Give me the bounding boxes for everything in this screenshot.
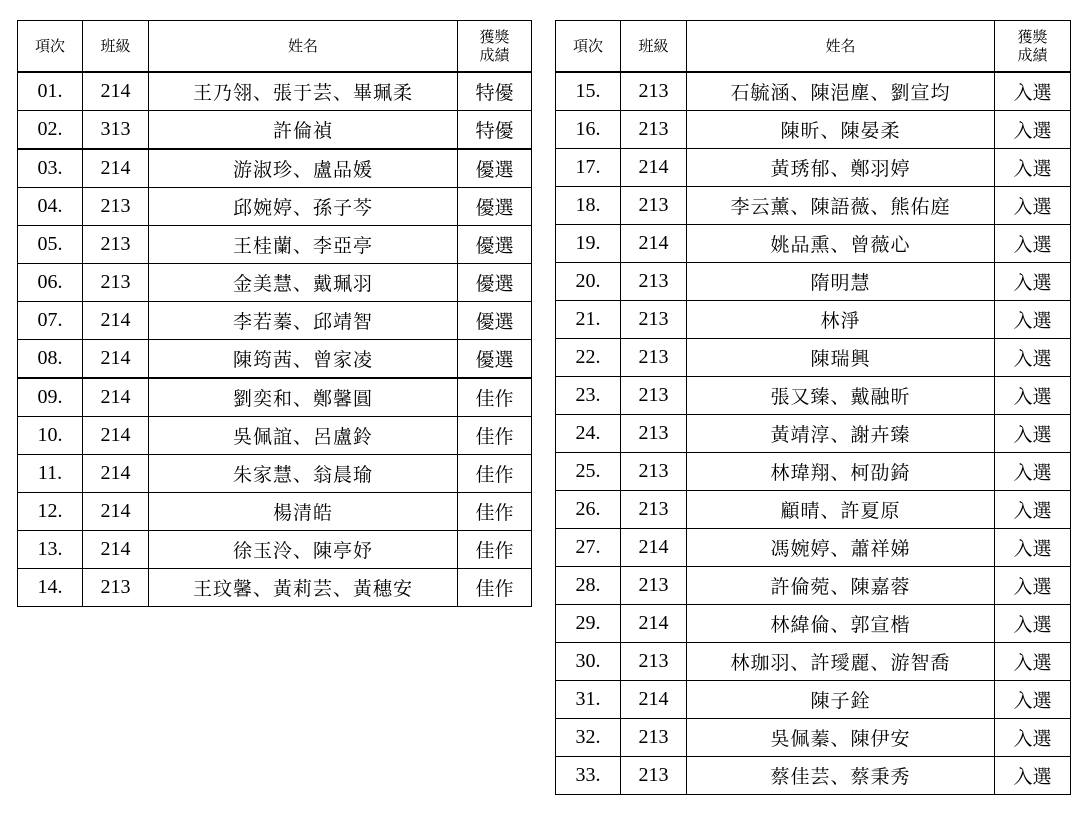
table-row (556, 719, 1071, 757)
table-row (556, 681, 1071, 719)
name-cell: 林珈羽、許璦麗、游智喬 (687, 643, 995, 681)
table-row (556, 567, 1071, 605)
name-cell: 蔡佳芸、蔡秉秀 (687, 757, 995, 795)
table-row (18, 72, 532, 111)
item-number-cell: 09. (18, 378, 83, 417)
item-number-cell: 22. (556, 339, 621, 377)
header-award-line2: 成績 (479, 46, 510, 64)
award-cell: 佳作 (458, 531, 532, 569)
award-cell: 入選 (995, 187, 1071, 225)
item-number-cell: 16. (556, 111, 621, 149)
award-cell: 優選 (458, 302, 532, 340)
award-cell: 入選 (995, 567, 1071, 605)
item-number-cell: 29. (556, 605, 621, 643)
name-cell: 吳佩蓁、陳伊安 (687, 719, 995, 757)
table-row (556, 149, 1071, 187)
header-award-line2: 成績 (1017, 46, 1048, 64)
award-table-left (17, 20, 532, 607)
table-row (18, 569, 532, 607)
award-cell: 入選 (995, 453, 1071, 491)
class-cell: 214 (621, 529, 687, 567)
name-cell: 黃靖淳、謝卉臻 (687, 415, 995, 453)
item-number-cell: 17. (556, 149, 621, 187)
class-cell: 313 (83, 111, 149, 150)
class-cell: 213 (621, 111, 687, 149)
class-cell: 213 (83, 188, 149, 226)
table-row (18, 455, 532, 493)
table-row (18, 302, 532, 340)
name-cell: 隋明慧 (687, 263, 995, 301)
table-row (18, 226, 532, 264)
award-cell: 佳作 (458, 417, 532, 455)
name-cell: 朱家慧、翁晨瑜 (149, 455, 458, 493)
name-cell: 馮婉婷、蕭祥娣 (687, 529, 995, 567)
item-number-cell: 23. (556, 377, 621, 415)
item-number-cell: 32. (556, 719, 621, 757)
name-cell: 黃琇郁、鄭羽婷 (687, 149, 995, 187)
table-row (556, 339, 1071, 377)
item-number-cell: 20. (556, 263, 621, 301)
name-cell: 王桂蘭、李亞亭 (149, 226, 458, 264)
item-number-cell: 25. (556, 453, 621, 491)
name-cell: 楊清皓 (149, 493, 458, 531)
award-cell: 優選 (458, 340, 532, 379)
item-number-cell: 26. (556, 491, 621, 529)
header-award (458, 21, 532, 73)
name-cell: 游淑珍、盧品媛 (149, 149, 458, 188)
class-cell: 213 (621, 339, 687, 377)
award-cell: 入選 (995, 491, 1071, 529)
item-number-cell: 03. (18, 149, 83, 188)
class-cell: 213 (621, 263, 687, 301)
award-cell: 特優 (458, 111, 532, 150)
item-number-cell: 05. (18, 226, 83, 264)
class-cell: 213 (621, 187, 687, 225)
table-row (556, 757, 1071, 795)
item-number-cell: 11. (18, 455, 83, 493)
table-row (556, 263, 1071, 301)
award-cell: 入選 (995, 605, 1071, 643)
table-row (18, 149, 532, 188)
item-number-cell: 13. (18, 531, 83, 569)
award-table-right (555, 20, 1071, 795)
class-cell: 214 (621, 149, 687, 187)
award-cell: 佳作 (458, 455, 532, 493)
name-cell: 陳昕、陳晏柔 (687, 111, 995, 149)
class-cell: 213 (83, 226, 149, 264)
class-cell: 213 (621, 415, 687, 453)
table-row (556, 72, 1071, 111)
name-cell: 許倫禎 (149, 111, 458, 150)
header-name: 姓名 (149, 21, 458, 73)
name-cell: 李云薰、陳語薇、熊佑庭 (687, 187, 995, 225)
award-cell: 入選 (995, 415, 1071, 453)
header-award (995, 21, 1071, 73)
award-cell: 入選 (995, 681, 1071, 719)
name-cell: 王玟馨、黃莉芸、黃穗安 (149, 569, 458, 607)
item-number-cell: 01. (18, 72, 83, 111)
class-cell: 213 (621, 643, 687, 681)
award-cell: 佳作 (458, 569, 532, 607)
item-number-cell: 30. (556, 643, 621, 681)
class-cell: 213 (621, 757, 687, 795)
award-cell: 入選 (995, 643, 1071, 681)
name-cell: 林淨 (687, 301, 995, 339)
class-cell: 214 (83, 340, 149, 379)
header-award-line1: 獲獎 (1017, 28, 1048, 46)
header-award-line1: 獲獎 (479, 28, 510, 46)
award-cell: 入選 (995, 377, 1071, 415)
award-cell: 優選 (458, 149, 532, 188)
item-number-cell: 19. (556, 225, 621, 263)
header-name: 姓名 (687, 21, 995, 73)
class-cell: 213 (621, 491, 687, 529)
class-cell: 213 (621, 377, 687, 415)
item-number-cell: 18. (556, 187, 621, 225)
table-row (556, 415, 1071, 453)
item-number-cell: 15. (556, 72, 621, 111)
name-cell: 金美慧、戴珮羽 (149, 264, 458, 302)
table-row (556, 529, 1071, 567)
name-cell: 張又臻、戴融昕 (687, 377, 995, 415)
item-number-cell: 21. (556, 301, 621, 339)
name-cell: 顧晴、許夏原 (687, 491, 995, 529)
table-row (556, 111, 1071, 149)
class-cell: 213 (83, 569, 149, 607)
item-number-cell: 14. (18, 569, 83, 607)
name-cell: 姚品熏、曾薇心 (687, 225, 995, 263)
table-row (556, 491, 1071, 529)
award-cell: 入選 (995, 263, 1071, 301)
table-row (556, 225, 1071, 263)
table-row (18, 111, 532, 150)
class-cell: 214 (83, 493, 149, 531)
name-cell: 林瑋翔、柯劭錡 (687, 453, 995, 491)
item-number-cell: 07. (18, 302, 83, 340)
item-number-cell: 04. (18, 188, 83, 226)
award-cell: 入選 (995, 225, 1071, 263)
class-cell: 213 (621, 567, 687, 605)
class-cell: 213 (83, 264, 149, 302)
item-number-cell: 27. (556, 529, 621, 567)
award-cell: 優選 (458, 264, 532, 302)
table-row (556, 643, 1071, 681)
class-cell: 214 (83, 531, 149, 569)
table-row (556, 377, 1071, 415)
name-cell: 邱婉婷、孫子芩 (149, 188, 458, 226)
class-cell: 213 (621, 453, 687, 491)
award-cell: 佳作 (458, 493, 532, 531)
item-number-cell: 31. (556, 681, 621, 719)
header-item: 項次 (18, 21, 83, 73)
item-number-cell: 10. (18, 417, 83, 455)
table-row (556, 453, 1071, 491)
table-row (18, 340, 532, 379)
name-cell: 許倫菀、陳嘉蓉 (687, 567, 995, 605)
name-cell: 林緯倫、郭宣楷 (687, 605, 995, 643)
name-cell: 徐玉泠、陳亭妤 (149, 531, 458, 569)
award-cell: 特優 (458, 72, 532, 111)
table-row (18, 188, 532, 226)
header-row (556, 21, 1071, 73)
table-row (556, 187, 1071, 225)
award-cell: 入選 (995, 757, 1071, 795)
award-cell: 優選 (458, 188, 532, 226)
name-cell: 劉奕和、鄭馨圓 (149, 378, 458, 417)
name-cell: 王乃翎、張于芸、畢珮柔 (149, 72, 458, 111)
table-row (18, 493, 532, 531)
table-row (18, 378, 532, 417)
header-row (18, 21, 532, 73)
name-cell: 吳佩誼、呂盧鈴 (149, 417, 458, 455)
class-cell: 214 (83, 149, 149, 188)
award-cell: 入選 (995, 149, 1071, 187)
name-cell: 陳筠茜、曾家凌 (149, 340, 458, 379)
header-class: 班級 (621, 21, 687, 73)
header-item: 項次 (556, 21, 621, 73)
award-cell: 佳作 (458, 378, 532, 417)
class-cell: 214 (83, 302, 149, 340)
item-number-cell: 02. (18, 111, 83, 150)
award-cell: 入選 (995, 72, 1071, 111)
name-cell: 石毓涵、陳浥塵、劉宣均 (687, 72, 995, 111)
item-number-cell: 24. (556, 415, 621, 453)
class-cell: 213 (621, 301, 687, 339)
award-cell: 入選 (995, 301, 1071, 339)
class-cell: 213 (621, 719, 687, 757)
table-row (18, 531, 532, 569)
name-cell: 陳子銓 (687, 681, 995, 719)
table-row (556, 301, 1071, 339)
class-cell: 213 (621, 72, 687, 111)
item-number-cell: 28. (556, 567, 621, 605)
award-cell: 入選 (995, 529, 1071, 567)
item-number-cell: 06. (18, 264, 83, 302)
name-cell: 李若蓁、邱靖智 (149, 302, 458, 340)
class-cell: 214 (621, 681, 687, 719)
name-cell: 陳瑞興 (687, 339, 995, 377)
class-cell: 214 (83, 417, 149, 455)
class-cell: 214 (621, 225, 687, 263)
item-number-cell: 08. (18, 340, 83, 379)
award-cell: 入選 (995, 719, 1071, 757)
table-row (556, 605, 1071, 643)
item-number-cell: 33. (556, 757, 621, 795)
class-cell: 214 (83, 72, 149, 111)
award-cell: 入選 (995, 339, 1071, 377)
table-row (18, 417, 532, 455)
award-cell: 入選 (995, 111, 1071, 149)
class-cell: 214 (83, 455, 149, 493)
class-cell: 214 (83, 378, 149, 417)
class-cell: 214 (621, 605, 687, 643)
header-class: 班級 (83, 21, 149, 73)
table-row (18, 264, 532, 302)
item-number-cell: 12. (18, 493, 83, 531)
award-cell: 優選 (458, 226, 532, 264)
